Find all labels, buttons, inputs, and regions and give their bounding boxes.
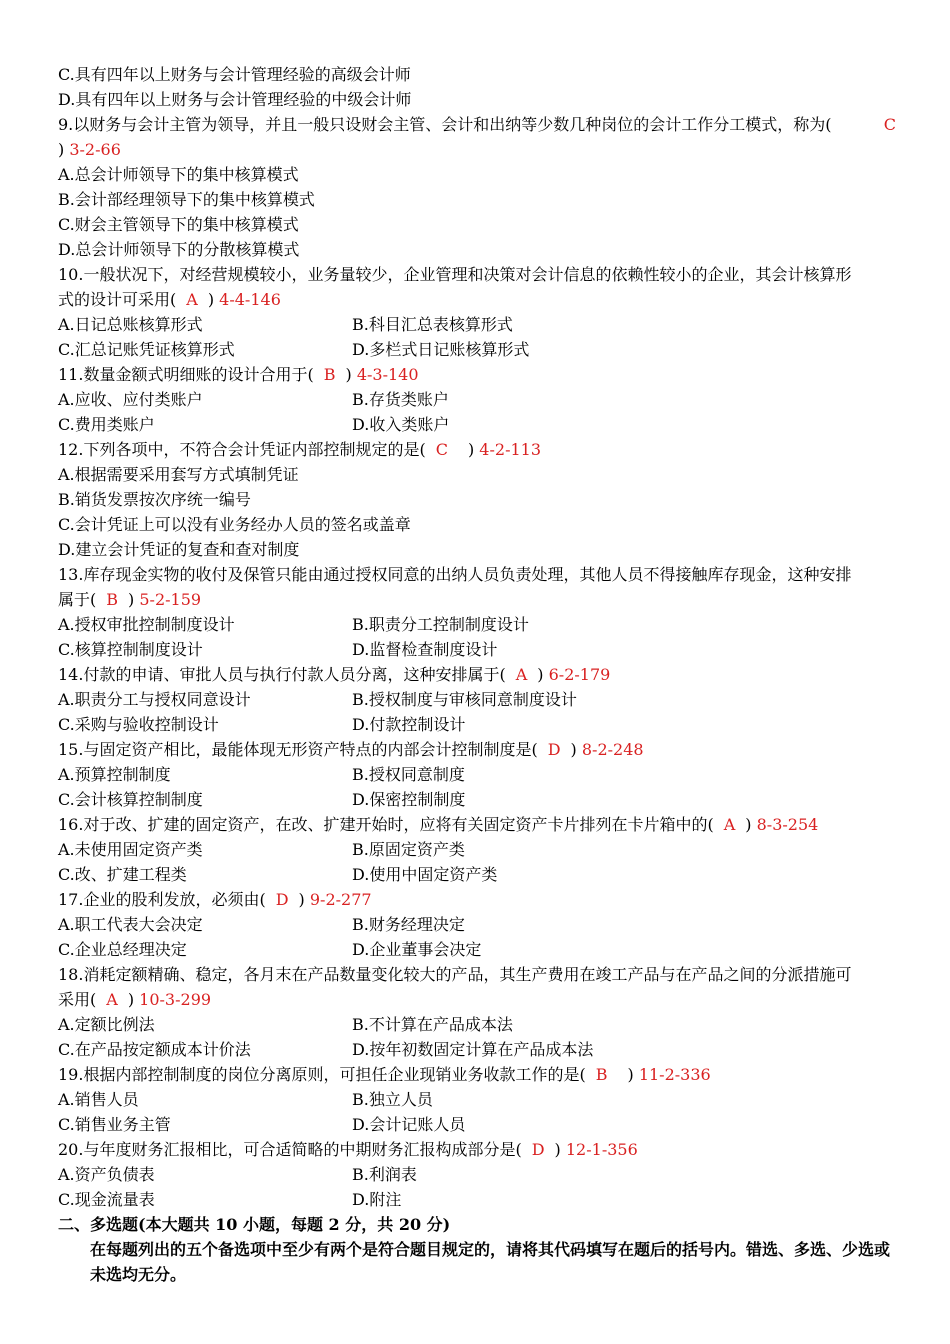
option-b: B.存货类账户	[352, 390, 449, 409]
question-text: 15.与固定资产相比，最能体现无形资产特点的内部会计控制制度是(	[58, 740, 538, 759]
answer-letter: A	[515, 665, 528, 684]
answer-letter: C	[435, 440, 448, 459]
option-c: C.改、扩建工程类	[58, 865, 187, 884]
option-row	[58, 637, 892, 662]
question-15	[58, 737, 892, 762]
question-text: 12.下列各项中，不符合会计凭证内部控制规定的是(	[58, 440, 426, 459]
option-c: C.现金流量表	[58, 1190, 155, 1209]
option-d: D.付款控制设计	[352, 715, 466, 734]
option-c: C.会计核算控制制度	[58, 790, 203, 809]
option-c: C.采购与验收控制设计	[58, 715, 219, 734]
option-row	[58, 412, 892, 437]
option-a: A.总会计师领导下的集中核算模式	[58, 165, 299, 184]
option-a: A.预算控制制度	[58, 765, 171, 784]
option-b: B.科目汇总表核算形式	[352, 315, 513, 334]
question-20	[58, 1137, 892, 1162]
option-a: A.资产负债表	[58, 1165, 155, 1184]
option-a: A.未使用固定资产类	[58, 840, 203, 859]
option-a: A.定额比例法	[58, 1015, 155, 1034]
close-paren: )	[745, 815, 752, 834]
option-a: A.根据需要采用套写方式填制凭证	[58, 465, 299, 484]
reference-code: 9-2-277	[309, 890, 372, 909]
option-b: B.销货发票按次序统一编号	[58, 490, 251, 509]
option-d: D.附注	[352, 1190, 402, 1209]
question-text: 20.与年度财务汇报相比，可合适简略的中期财务汇报构成部分是(	[58, 1140, 522, 1159]
question-17	[58, 887, 892, 912]
option-b: B.授权同意制度	[352, 765, 465, 784]
question-13-cont	[58, 587, 892, 612]
option-row	[58, 687, 892, 712]
reference-code: 8-2-248	[581, 740, 644, 759]
reference-code: 4-2-113	[479, 440, 542, 459]
option-d: D.企业董事会决定	[352, 940, 482, 959]
question-18-cont	[58, 987, 892, 1012]
question-10-cont	[58, 287, 892, 312]
option-row	[58, 912, 892, 937]
reference-code: 6-2-179	[548, 665, 611, 684]
option-a: A.授权审批控制制度设计	[58, 615, 235, 634]
close-paren: )	[298, 890, 305, 909]
option-row	[58, 937, 892, 962]
question-text: 19.根据内部控制制度的岗位分离原则，可担任企业现销业务收款工作的是(	[58, 1065, 586, 1084]
option-row	[58, 1087, 892, 1112]
answer-letter: B	[595, 1065, 608, 1084]
exam-page	[58, 62, 896, 1287]
question-14	[58, 662, 892, 687]
close-paren: )	[467, 440, 475, 459]
question-text: 11.数量金额式明细账的设计合用于(	[58, 365, 314, 384]
option-row	[58, 787, 892, 812]
question-19	[58, 1062, 892, 1087]
answer-letter: D	[547, 740, 561, 759]
close-paren: )	[127, 990, 135, 1009]
option-row	[58, 1162, 892, 1187]
option-b: B.独立人员	[352, 1090, 433, 1109]
option-d: D.收入类账户	[352, 415, 450, 434]
option-line: C.具有四年以上财务与会计管理经验的高级会计师	[58, 65, 411, 84]
option-c: C.核算控制制度设计	[58, 640, 203, 659]
option-a: A.职工代表大会决定	[58, 915, 203, 934]
close-paren: )	[345, 365, 352, 384]
option-b: B.利润表	[352, 1165, 417, 1184]
close-paren: )	[128, 590, 135, 609]
answer-letter: A	[723, 815, 736, 834]
option-d: D.监督检查制度设计	[352, 640, 498, 659]
option-d: D.总会计师领导下的分散核算模式	[58, 240, 300, 259]
section-heading: 二、多选题(本大题共 10 小题，每题 2 分，共 20 分)	[58, 1215, 451, 1234]
question-10: 10.一般状况下，对经营规模较小，业务量较少，企业管理和决策对会计信息的依赖性较小的企业，其会计核算形	[58, 265, 852, 284]
answer-letter: A	[186, 290, 198, 309]
question-16	[58, 812, 892, 837]
question-9	[58, 112, 896, 137]
option-d: D.按年初数固定计算在产品成本法	[352, 1040, 594, 1059]
question-text: 14.付款的申请、审批人员与执行付款人员分离，这种安排属于(	[58, 665, 506, 684]
question-text: 17.企业的股利发放，必须由(	[58, 890, 266, 909]
reference-code: 4-4-146	[219, 290, 281, 309]
option-b: B.不计算在产品成本法	[352, 1015, 513, 1034]
option-c: C.销售业务主管	[58, 1115, 171, 1134]
option-b: B.职责分工控制制度设计	[352, 615, 529, 634]
option-row	[58, 612, 892, 637]
answer-letter: C	[883, 115, 896, 134]
reference-code: 10-3-299	[139, 990, 212, 1009]
reference-code: 12-1-356	[565, 1140, 638, 1159]
question-text: 16.对于改、扩建的固定资产，在改、扩建开始时，应将有关固定资产卡片排列在卡片箱中的(	[58, 815, 714, 834]
option-row	[58, 387, 892, 412]
option-c: C.在产品按定额成本计价法	[58, 1040, 251, 1059]
question-text: 9.以财务与会计主管为领导，并且一般只设财会主管、会计和出纳等少数几种岗位的会计工作分工模式，称为(	[58, 115, 832, 134]
close-paren: )	[554, 1140, 561, 1159]
option-row	[58, 337, 892, 362]
question-text: 属于(	[58, 590, 97, 609]
question-12	[58, 437, 892, 462]
close-paren: )	[537, 665, 544, 684]
option-row	[58, 312, 892, 337]
option-row	[58, 1112, 892, 1137]
option-row	[58, 837, 892, 862]
option-d: D.建立会计凭证的复查和查对制度	[58, 540, 300, 559]
close-paren: )	[207, 290, 215, 309]
option-row	[58, 1037, 892, 1062]
close-paren: )	[627, 1065, 634, 1084]
question-13: 13.库存现金实物的收付及保管只能由通过授权同意的出纳人员负责处理，其他人员不得接触库存现金，这种安排	[58, 565, 852, 584]
option-line: D.具有四年以上财务与会计管理经验的中级会计师	[58, 90, 412, 109]
answer-letter: D	[531, 1140, 545, 1159]
option-b: B.会计部经理领导下的集中核算模式	[58, 190, 315, 209]
option-c: C.企业总经理决定	[58, 940, 187, 959]
reference-code: 4-3-140	[356, 365, 419, 384]
reference-code: 5-2-159	[139, 590, 202, 609]
question-text: 采用(	[58, 990, 97, 1009]
option-a: A.职责分工与授权同意设计	[58, 690, 251, 709]
answer-letter: B	[106, 590, 119, 609]
option-row	[58, 762, 892, 787]
answer-letter: B	[323, 365, 336, 384]
option-a: A.日记总账核算形式	[58, 315, 203, 334]
reference-code: 8-3-254	[756, 815, 819, 834]
close-paren: )	[58, 140, 65, 159]
option-row	[58, 712, 892, 737]
question-text: 式的设计可采用(	[58, 290, 177, 309]
option-c: C.财会主管领导下的集中核算模式	[58, 215, 299, 234]
section-instruction: 在每题列出的五个备选项中至少有两个是符合题目规定的，请将其代码填写在题后的括号内。错选、多选、少选或未选均无分。	[90, 1240, 891, 1284]
answer-letter: A	[106, 990, 118, 1009]
option-c: C.费用类账户	[58, 415, 155, 434]
option-row	[58, 1012, 892, 1037]
option-d: D.会计记账人员	[352, 1115, 466, 1134]
option-a: A.应收、应付类账户	[58, 390, 203, 409]
option-d: D.多栏式日记账核算形式	[352, 340, 530, 359]
option-b: B.授权制度与审核同意制度设计	[352, 690, 577, 709]
question-9-cont	[58, 137, 892, 162]
option-c: C.汇总记账凭证核算形式	[58, 340, 235, 359]
option-b: B.原固定资产类	[352, 840, 465, 859]
answer-letter: D	[275, 890, 289, 909]
option-a: A.销售人员	[58, 1090, 139, 1109]
option-b: B.财务经理决定	[352, 915, 465, 934]
question-18: 18.消耗定额精确、稳定，各月末在产品数量变化较大的产品，其生产费用在竣工产品与在产品之间的分派措施可	[58, 965, 852, 984]
question-11	[58, 362, 892, 387]
close-paren: )	[570, 740, 577, 759]
reference-code: 11-2-336	[638, 1065, 711, 1084]
option-d: D.使用中固定资产类	[352, 865, 498, 884]
option-c: C.会计凭证上可以没有业务经办人员的签名或盖章	[58, 515, 411, 534]
reference-code: 3-2-66	[69, 140, 121, 159]
option-row	[58, 862, 892, 887]
option-row	[58, 1187, 892, 1212]
option-d: D.保密控制制度	[352, 790, 466, 809]
